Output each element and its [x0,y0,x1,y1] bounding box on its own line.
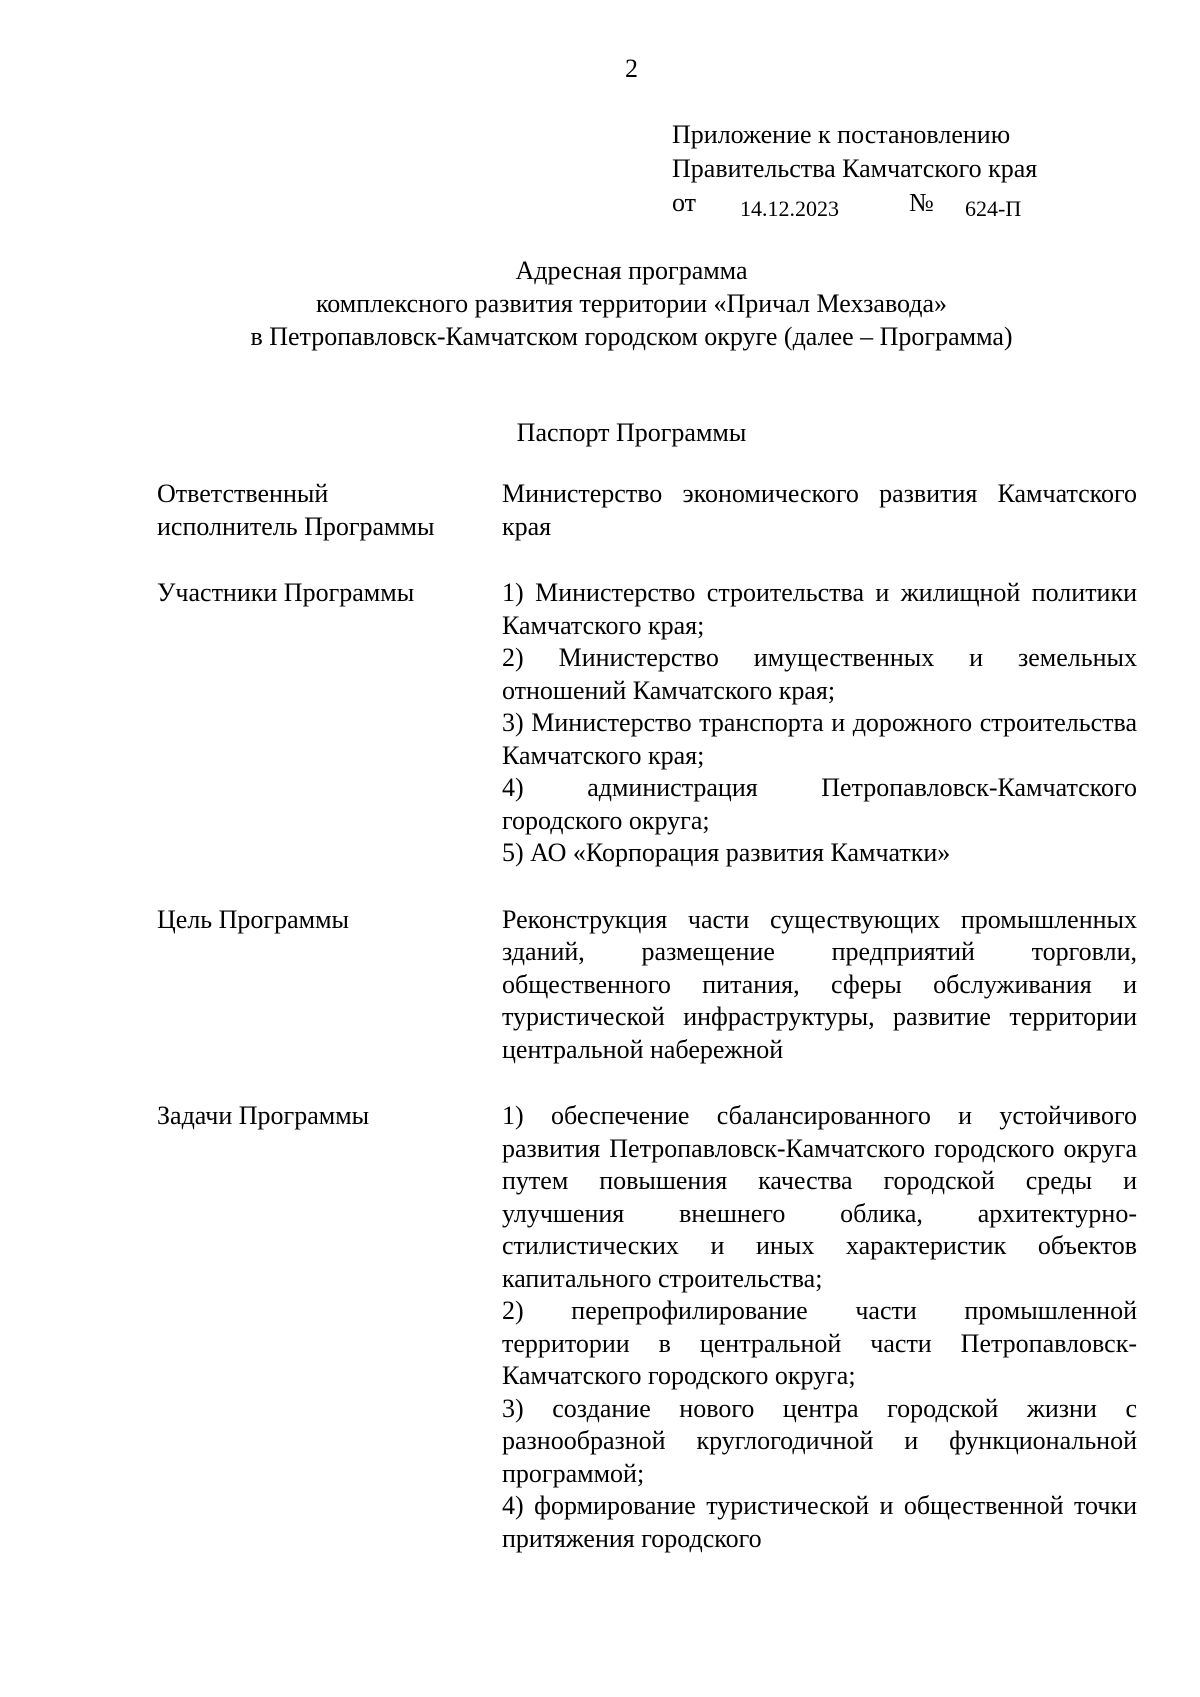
task-item: 4) формирование туристической и общественной точки притяжения городского [502,1491,1137,1553]
participant-item: 2) Министерство имущественных и земельных отношений Камчатского края; [502,643,1137,705]
passport-table [157,478,1137,1555]
page-number: 2 [625,54,638,83]
participant-item: 1) Министерство строительства и жилищной политики Камчатского края; [502,578,1138,640]
passport-row-tasks [157,1100,1137,1555]
goal-value: Реконструкция части существующих промышленных зданий, размещение предприятий торговли, общественного питания, сферы обслуживания и туристической инфраструктуры, развитие территории центральной набережной [502,904,1137,1064]
passport-row-participants [157,577,1137,870]
title-line-2: комплексного развития территории «Причал Мехзавода» [315,289,948,318]
passport-title: Паспорт Программы [516,418,747,447]
participant-item: 4) администрация Петропавловск-Камчатского городского округа; [502,773,1138,835]
appendix-date-row [672,186,1037,220]
participant-item: 5) АО «Корпорация развития Камчатки» [502,838,951,867]
task-item: 2) перепрофилирование части промышленной территории в центральной части Петропавловск-Камчатского городского округа; [502,1296,1137,1390]
responsible-label: Ответственный исполнитель Программы [157,479,435,541]
task-item: 1) обеспечение сбалансированного и устойчивого развития Петропавловск-Камчатского городского округа путем повышения качества городской среды и улучшения внешнего облика, архитектурно-стилистических и иных характеристик объектов капитального строительства; [502,1101,1137,1293]
number-sign: № [909,188,934,217]
appendix-line-1: Приложение к постановлению [672,120,1011,149]
title-line-1: Адресная программа [515,256,748,285]
appendix-header [672,118,1037,220]
appendix-line-2: Правительства Камчатского края [672,154,1038,183]
passport-row-goal [157,904,1137,1067]
responsible-value: Министерство экономического развития Камчатского края [502,479,1137,541]
date-prefix: от [672,188,697,217]
tasks-label: Задачи Программы [157,1101,370,1130]
decree-date: 14.12.2023 [740,196,839,221]
goal-label: Цель Программы [157,904,350,934]
participants-value [502,577,1137,870]
passport-row-responsible [157,478,1137,543]
tasks-value [502,1100,1137,1555]
title-line-3: в Петропавловск-Камчатском городском округе (далее – Программа) [250,322,1013,351]
document-title [0,254,1200,353]
task-item: 3) создание нового центра городской жизни с разнообразной круглогодичной и функциональной программой; [502,1393,1138,1488]
decree-number: 624-П [965,196,1022,221]
participant-item: 3) Министерство транспорта и дорожного строительства Камчатского края; [502,708,1138,770]
participants-label: Участники Программы [157,578,415,607]
